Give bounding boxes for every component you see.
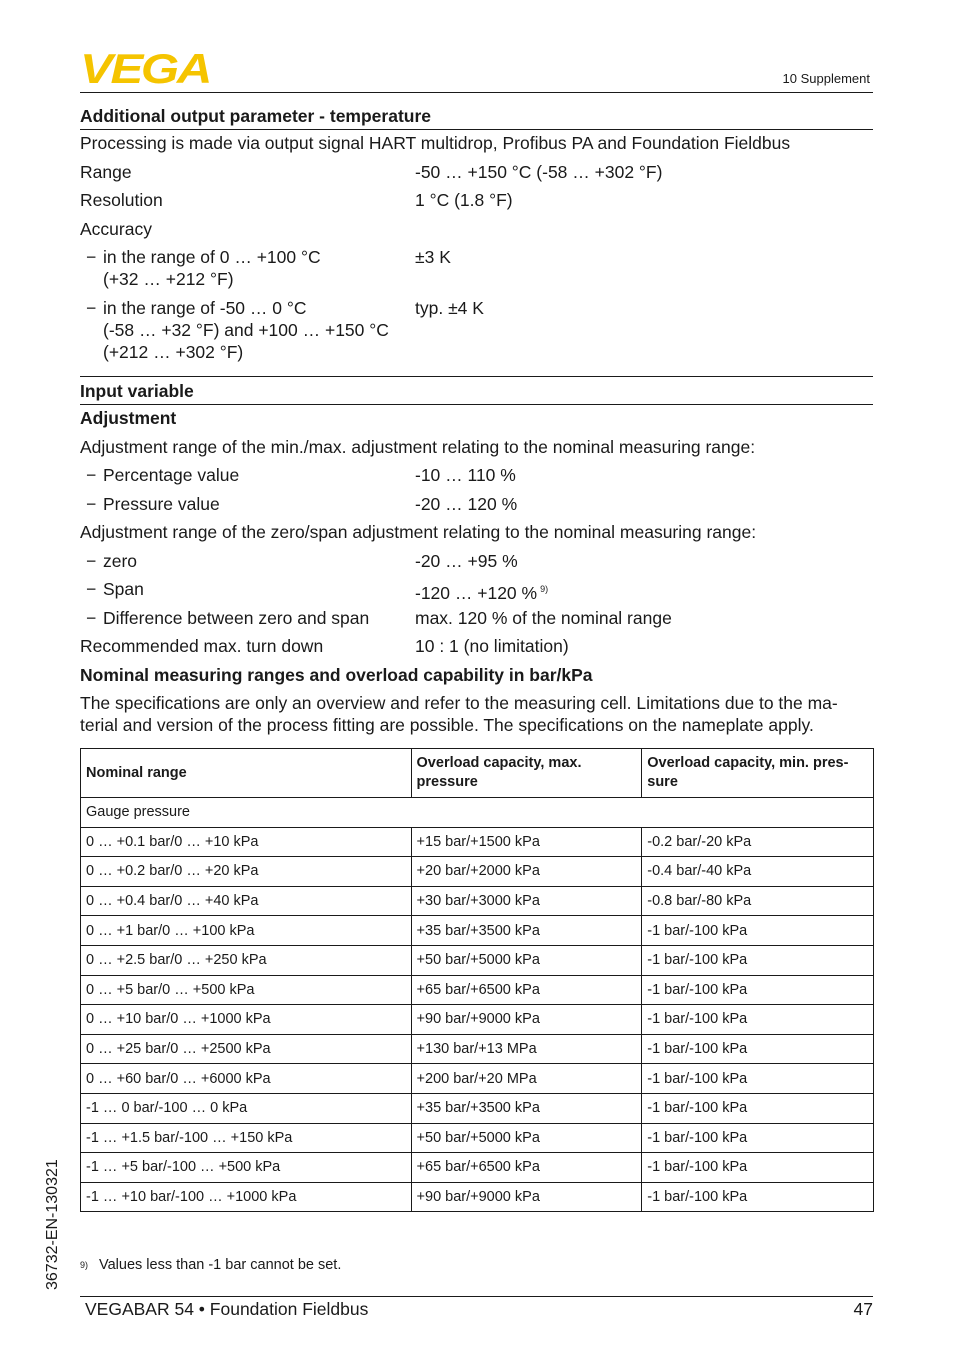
cell-nominal-range: 0 … +0.1 bar/0 … +10 kPa — [81, 827, 412, 857]
cell-overload-min: -1 bar/-100 kPa — [642, 1182, 874, 1212]
cell-nominal-range: 0 … +60 bar/0 … +6000 kPa — [81, 1064, 412, 1094]
cell-overload-max: +65 bar/+6500 kPa — [411, 1153, 642, 1183]
header-overload-min — [642, 749, 874, 798]
list-dash: − — [86, 247, 97, 267]
footer-title: VEGABAR 54 • Foundation Fieldbus — [85, 1299, 369, 1319]
adjustment-heading: Adjustment — [80, 408, 177, 428]
nominal-para-line2: terial and version of the process fitting are possible. The specifications on the nameplate apply. — [80, 715, 814, 735]
list-dash: − — [86, 551, 97, 571]
accuracy-range-1-value: ±3 K — [415, 247, 451, 267]
table-row — [81, 975, 874, 1005]
zero-value: -20 … +95 % — [415, 551, 518, 571]
zero-label: zero — [103, 551, 138, 571]
span-value-text: -120 … +120 % — [415, 583, 538, 603]
cell-nominal-range: 0 … +2.5 bar/0 … +250 kPa — [81, 945, 412, 975]
cell-overload-max: +130 bar/+13 MPa — [411, 1034, 642, 1064]
range-label: Range — [80, 162, 132, 182]
cell-nominal-range: 0 … +0.2 bar/0 … +20 kPa — [81, 857, 412, 887]
nominal-para-line1: The specifications are only an overview and refer to the measuring cell. Limitations due to the ma- — [80, 693, 838, 713]
header-rule — [80, 92, 873, 93]
header-overload-max-line1: Overload capacity, max. — [416, 755, 582, 771]
table-row — [81, 916, 874, 946]
overload-table — [80, 748, 874, 1212]
pressure-label: Pressure value — [103, 494, 220, 514]
table-row — [81, 1064, 874, 1094]
input-heading: Input variable — [80, 381, 194, 401]
table-row — [81, 1005, 874, 1035]
table-row — [81, 886, 874, 916]
span-footnote-ref[interactable]: 9) — [540, 584, 549, 594]
table-row — [81, 1123, 874, 1153]
header-nominal-range: Nominal range — [81, 749, 412, 798]
list-dash: − — [86, 608, 97, 628]
cell-overload-max: +30 bar/+3000 kPa — [411, 886, 642, 916]
list-dash: − — [86, 579, 97, 599]
footer-rule — [80, 1296, 873, 1297]
cell-nominal-range: 0 … +0.4 bar/0 … +40 kPa — [81, 886, 412, 916]
accuracy-range-2-line1: in the range of -50 … 0 °C — [103, 298, 307, 318]
cell-overload-min: -1 bar/-100 kPa — [642, 1005, 874, 1035]
resolution-label: Resolution — [80, 190, 163, 210]
table-row — [81, 1093, 874, 1123]
turndown-value: 10 : 1 (no limitation) — [415, 636, 569, 656]
cell-overload-max: +50 bar/+5000 kPa — [411, 945, 642, 975]
cell-nominal-range: -1 … 0 bar/-100 … 0 kPa — [81, 1093, 412, 1123]
accuracy-range-2-line2: (-58 … +32 °F) and +100 … +150 °C — [103, 320, 389, 340]
header-overload-min-line1: Overload capacity, min. pres- — [647, 755, 849, 771]
table-row — [81, 1034, 874, 1064]
accuracy-range-1-line2: (+32 … +212 °F) — [103, 269, 234, 289]
header-overload-max-line2: pressure — [416, 774, 478, 790]
cell-nominal-range: 0 … +1 bar/0 … +100 kPa — [81, 916, 412, 946]
table-row — [81, 1182, 874, 1212]
cell-overload-max: +50 bar/+5000 kPa — [411, 1123, 642, 1153]
cell-overload-max: +35 bar/+3500 kPa — [411, 916, 642, 946]
cell-overload-max: +35 bar/+3500 kPa — [411, 1093, 642, 1123]
cell-overload-min: -1 bar/-100 kPa — [642, 975, 874, 1005]
span-label: Span — [103, 579, 144, 599]
table-row — [81, 945, 874, 975]
cell-nominal-range: 0 … +5 bar/0 … +500 kPa — [81, 975, 412, 1005]
accuracy-range-1-line1: in the range of 0 … +100 °C — [103, 247, 321, 267]
page-number: 47 — [853, 1299, 873, 1319]
zerospan-intro: Adjustment range of the zero/span adjustment relating to the nominal measuring range: — [80, 522, 757, 542]
list-dash: − — [86, 465, 97, 485]
cell-overload-min: -1 bar/-100 kPa — [642, 1123, 874, 1153]
cell-overload-max: +200 bar/+20 MPa — [411, 1064, 642, 1094]
cell-overload-min: -1 bar/-100 kPa — [642, 1093, 874, 1123]
cell-overload-min: -0.2 bar/-20 kPa — [642, 827, 874, 857]
diff-value: max. 120 % of the nominal range — [415, 608, 672, 628]
vega-logo — [80, 50, 212, 86]
cell-overload-max: +15 bar/+1500 kPa — [411, 827, 642, 857]
cell-overload-max: +90 bar/+9000 kPa — [411, 1005, 642, 1035]
list-dash: − — [86, 298, 97, 318]
list-dash: − — [86, 494, 97, 514]
svg-text:VEGA: VEGA — [80, 50, 210, 86]
table-row — [81, 1153, 874, 1183]
table-header-row — [81, 749, 874, 798]
document-code: 36732-EN-130321 — [44, 1159, 61, 1290]
temperature-rule — [80, 129, 873, 130]
cell-overload-min: -1 bar/-100 kPa — [642, 916, 874, 946]
minmax-intro: Adjustment range of the min./max. adjustment relating to the nominal measuring range: — [80, 437, 756, 457]
pressure-value: -20 … 120 % — [415, 494, 518, 514]
cell-nominal-range: 0 … +10 bar/0 … +1000 kPa — [81, 1005, 412, 1035]
accuracy-label: Accuracy — [80, 219, 152, 239]
cell-nominal-range: -1 … +1.5 bar/-100 … +150 kPa — [81, 1123, 412, 1153]
group-gauge-pressure: Gauge pressure — [81, 798, 874, 828]
cell-overload-max: +65 bar/+6500 kPa — [411, 975, 642, 1005]
cell-overload-min: -1 bar/-100 kPa — [642, 1153, 874, 1183]
input-rule — [80, 404, 873, 405]
percentage-label: Percentage value — [103, 465, 240, 485]
header-overload-min-line2: sure — [647, 774, 678, 790]
temperature-heading: Additional output parameter - temperature — [80, 106, 432, 126]
percentage-value: -10 … 110 % — [415, 465, 516, 485]
accuracy-range-2-line3: (+212 … +302 °F) — [103, 342, 244, 362]
cell-nominal-range: -1 … +10 bar/-100 … +1000 kPa — [81, 1182, 412, 1212]
cell-overload-min: -0.8 bar/-80 kPa — [642, 886, 874, 916]
footnote-text: Values less than -1 bar cannot be set. — [99, 1257, 342, 1273]
nominal-heading: Nominal measuring ranges and overload capability in bar/kPa — [80, 665, 593, 685]
cell-overload-max: +20 bar/+2000 kPa — [411, 857, 642, 887]
header-overload-max — [411, 749, 642, 798]
cell-overload-min: -1 bar/-100 kPa — [642, 1064, 874, 1094]
cell-overload-max: +90 bar/+9000 kPa — [411, 1182, 642, 1212]
cell-nominal-range: -1 … +5 bar/-100 … +500 kPa — [81, 1153, 412, 1183]
span-value — [415, 578, 548, 604]
table-row — [81, 857, 874, 887]
cell-overload-min: -0.4 bar/-40 kPa — [642, 857, 874, 887]
cell-nominal-range: 0 … +25 bar/0 … +2500 kPa — [81, 1034, 412, 1064]
table-row — [81, 827, 874, 857]
section-label: 10 Supplement — [782, 71, 870, 86]
cell-overload-min: -1 bar/-100 kPa — [642, 945, 874, 975]
resolution-value: 1 °C (1.8 °F) — [415, 190, 513, 210]
range-value: -50 … +150 °C (-58 … +302 °F) — [415, 162, 663, 182]
turndown-label: Recommended max. turn down — [80, 636, 324, 656]
temperature-intro: Processing is made via output signal HART multidrop, Profibus PA and Foundation Fieldbus — [80, 133, 791, 153]
input-top-rule — [80, 376, 873, 377]
table-group-row — [81, 798, 874, 828]
footnote-number: 9) — [80, 1260, 89, 1270]
cell-overload-min: -1 bar/-100 kPa — [642, 1034, 874, 1064]
diff-label: Difference between zero and span — [103, 608, 370, 628]
accuracy-range-2-value: typ. ±4 K — [415, 298, 484, 318]
